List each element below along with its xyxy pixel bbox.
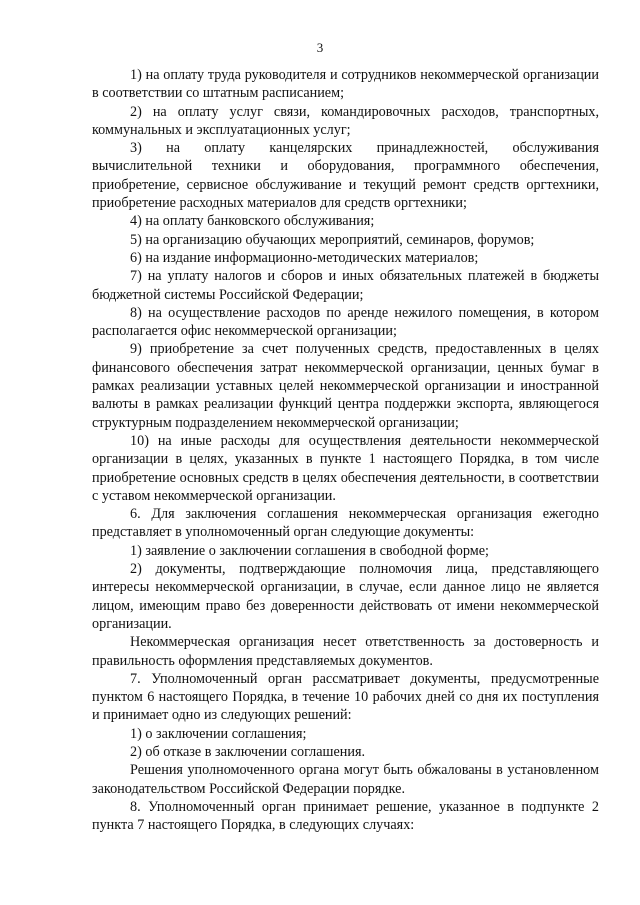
paragraph: 9) приобретение за счет полученных средств, предоставленных в целях финансового обеспечения затрат некоммерческой организации, ценных бумаг в рамках реализации уставных целей некоммерческой организации и иностранной валюты в рамках реализации функций центра поддержки экспорта, являющегося структурным подразделением некоммерческой организации; [92,341,599,431]
paragraph: Решения уполномоченного органа могут быть обжалованы в установленном законодательством Российской Федерации порядке. [92,762,599,797]
page-number: 3 [316,40,324,55]
paragraph: Некоммерческая организация несет ответственность за достоверность и правильность оформления представляемых документов. [92,634,599,669]
document-body [92,66,599,834]
paragraph: 1) на оплату труда руководителя и сотрудников некоммерческой организации в соответствии со штатным расписанием; [92,67,599,102]
paragraph: 6. Для заключения соглашения некоммерческая организация ежегодно представляет в уполномоченный орган следующие документы: [92,506,599,541]
paragraph: 1) о заключении соглашения; [130,725,307,742]
paragraph: 7) на уплату налогов и сборов и иных обязательных платежей в бюджеты бюджетной системы Российской Федерации; [92,268,599,303]
paragraph: 10) на иные расходы для осуществления деятельности некоммерческой организации в целях, указанных в пункте 1 настоящего Порядка, в том числе приобретение основных средств в целях обеспечения деятельности, в соответствии с уставом некоммерческой организации. [92,432,599,504]
paragraph: 4) на оплату банковского обслуживания; [130,213,375,230]
paragraph: 3) на оплату канцелярских принадлежностей, обслуживания вычислительной техники и оборудования, программного обеспечения, приобретение, сервисное обслуживание и текущий ремонт средств оргтехники, приобретение расходных материалов для средств оргтехники; [92,140,599,212]
paragraph: 5) на организацию обучающих мероприятий, семинаров, форумов; [130,231,535,248]
paragraph: 6) на издание информационно-методических материалов; [130,249,479,266]
paragraph: 8. Уполномоченный орган принимает решение, указанное в подпункте 2 пункта 7 настоящего Порядка, в следующих случаях: [92,798,599,834]
paragraph: 8) на осуществление расходов по аренде нежилого помещения, в котором располагается офис некоммерческой организации; [92,304,599,340]
paragraph: 2) документы, подтверждающие полномочия лица, представляющего интересы некоммерческой организации, в случае, если данное лицо не является лицом, имеющим право без доверенности действовать от имени некоммерческой организации. [92,561,599,632]
paragraph: 2) об отказе в заключении соглашения. [130,743,366,760]
paragraph: 1) заявление о заключении соглашения в свободной форме; [130,542,489,559]
paragraph: 2) на оплату услуг связи, командировочных расходов, транспортных, коммунальных и эксплуатационных услуг; [92,103,599,138]
paragraph: 7. Уполномоченный орган рассматривает документы, предусмотренные пунктом 6 настоящего Порядка, в течение 10 рабочих дней со дня их поступления и принимает одно из следующих решений: [92,670,599,724]
